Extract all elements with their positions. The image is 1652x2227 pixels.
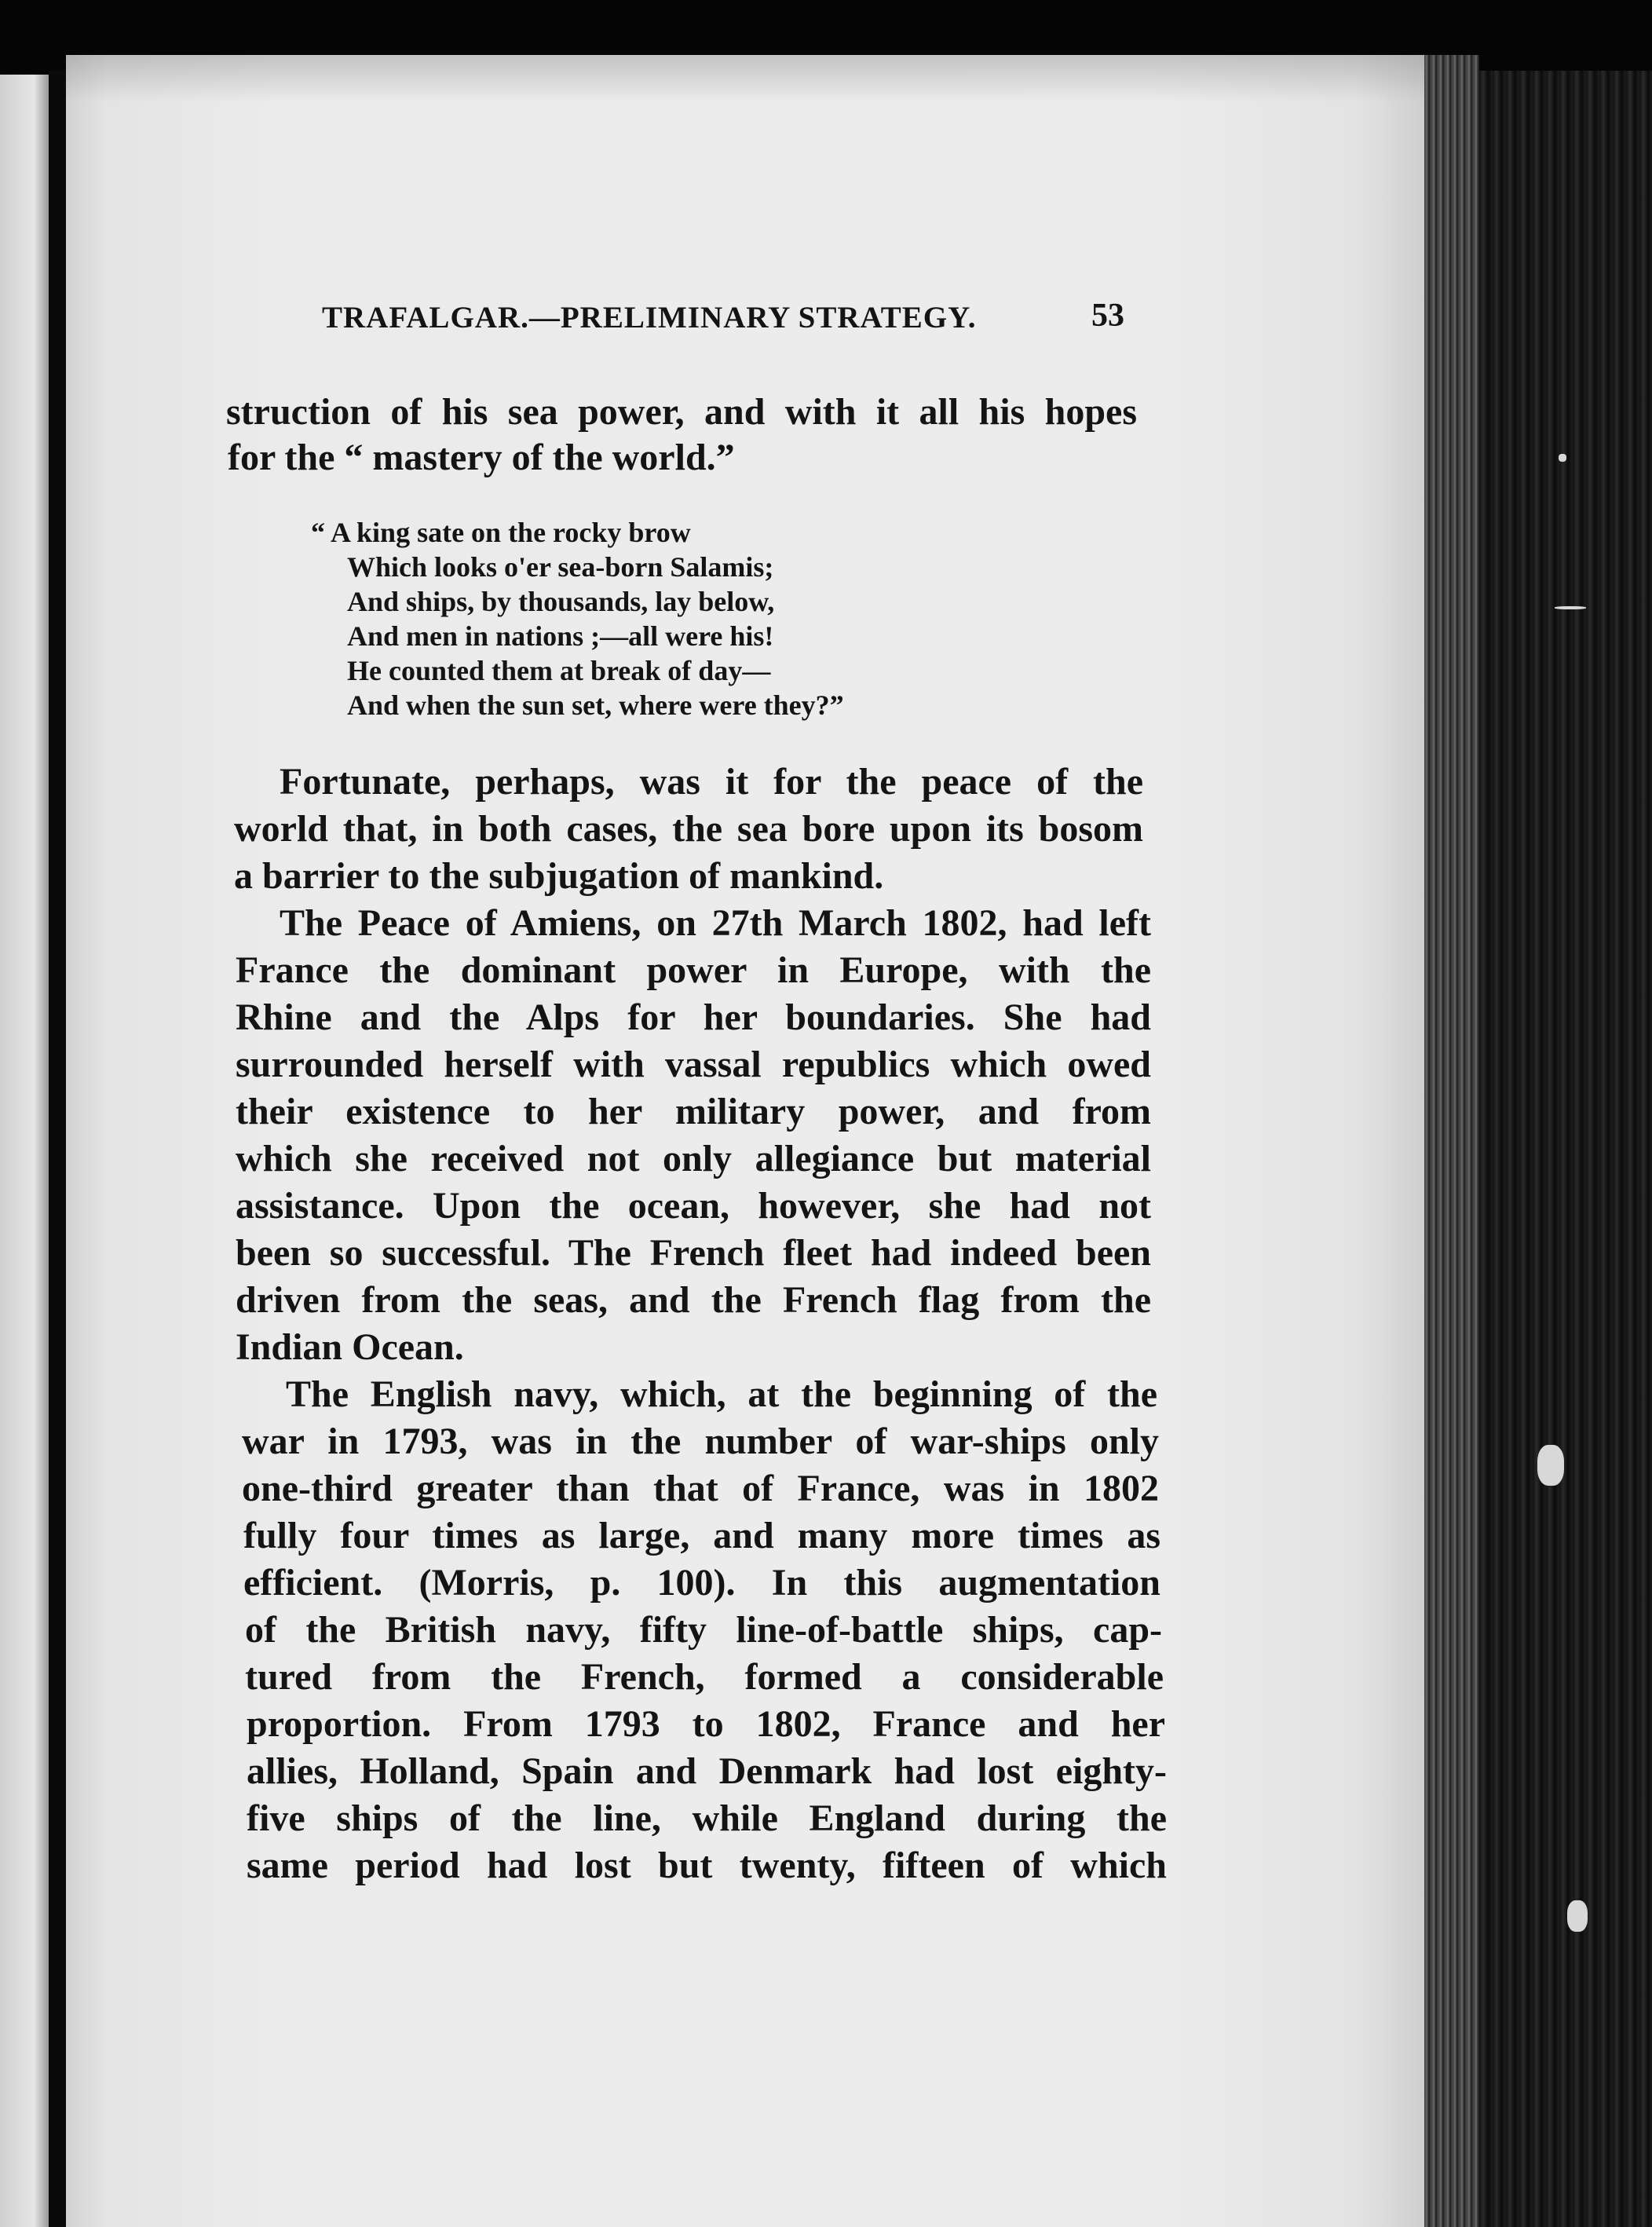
text-line: fully four times as large, and many more times as (243, 1515, 1160, 1556)
text-line: their existence to her military power, and from (236, 1091, 1151, 1132)
running-header-title: TRAFALGAR.—PRELIMINARY STRATEGY. (322, 301, 977, 335)
verse-line: Which looks o'er sea-born Salamis; (347, 551, 774, 583)
book-cover-edge (1479, 71, 1652, 2227)
verse-line: He counted them at break of day— (347, 655, 771, 686)
verse-line: And men in nations ;—all were his! (347, 620, 774, 652)
text-line: been so successful. The French fleet had indeed been (236, 1232, 1151, 1274)
text-line: for the “ mastery of the world.” (228, 437, 735, 478)
text-line: same period had lost but twenty, fifteen of which (247, 1845, 1167, 1886)
edge-speck (1537, 1445, 1564, 1486)
text-line: world that, in both cases, the sea bore upon its bosom (234, 808, 1143, 850)
text-line: struction of his sea power, and with it all his hopes (226, 391, 1137, 433)
text-line: tured from the French, formed a considerable (245, 1656, 1164, 1698)
verse-line: And when the sun set, where were they?” (347, 689, 844, 721)
text-line: efficient. (Morris, p. 100). In this augmentation (243, 1562, 1160, 1604)
text-line: five ships of the line, while England during the (247, 1797, 1167, 1839)
text-line: allies, Holland, Spain and Denmark had lost eighty- (247, 1750, 1167, 1792)
text-line: one-third greater than that of France, was in 1802 (242, 1468, 1159, 1509)
text-line: war in 1793, was in the number of war-ships only (242, 1421, 1159, 1462)
verse-line: “ A king sate on the rocky brow (311, 517, 691, 548)
page-stack-edge (1424, 55, 1479, 2227)
edge-speck (1555, 606, 1586, 609)
text-line: Rhine and the Alps for her boundaries. She had (236, 996, 1151, 1038)
page-number: 53 (1091, 298, 1124, 334)
edge-speck (1567, 1900, 1588, 1932)
text-line: The English navy, which, at the beginning of the (286, 1373, 1157, 1415)
edge-speck (1559, 454, 1566, 462)
verse-line: And ships, by thousands, lay below, (347, 586, 775, 617)
text-line: The Peace of Amiens, on 27th March 1802, had left (280, 902, 1151, 944)
text-line: a barrier to the subjugation of mankind. (234, 855, 884, 897)
text-line: proportion. From 1793 to 1802, France and her (247, 1703, 1165, 1745)
text-line: assistance. Upon the ocean, however, she had not (236, 1185, 1151, 1227)
text-line: which she received not only allegiance but material (236, 1138, 1151, 1179)
book-gutter (49, 71, 66, 2227)
text-line: surrounded herself with vassal republics which owed (236, 1044, 1151, 1085)
text-line: Indian Ocean. (236, 1326, 464, 1368)
text-line: Fortunate, perhaps, was it for the peace of the (280, 761, 1143, 803)
text-line: of the British navy, fifty line-of-battle ships, cap- (245, 1609, 1162, 1651)
text-line: France the dominant power in Europe, with the (236, 949, 1151, 991)
page-top-shadow (66, 55, 1424, 102)
text-line: driven from the seas, and the French flag from the (236, 1279, 1151, 1321)
previous-page-edge (0, 75, 49, 2227)
